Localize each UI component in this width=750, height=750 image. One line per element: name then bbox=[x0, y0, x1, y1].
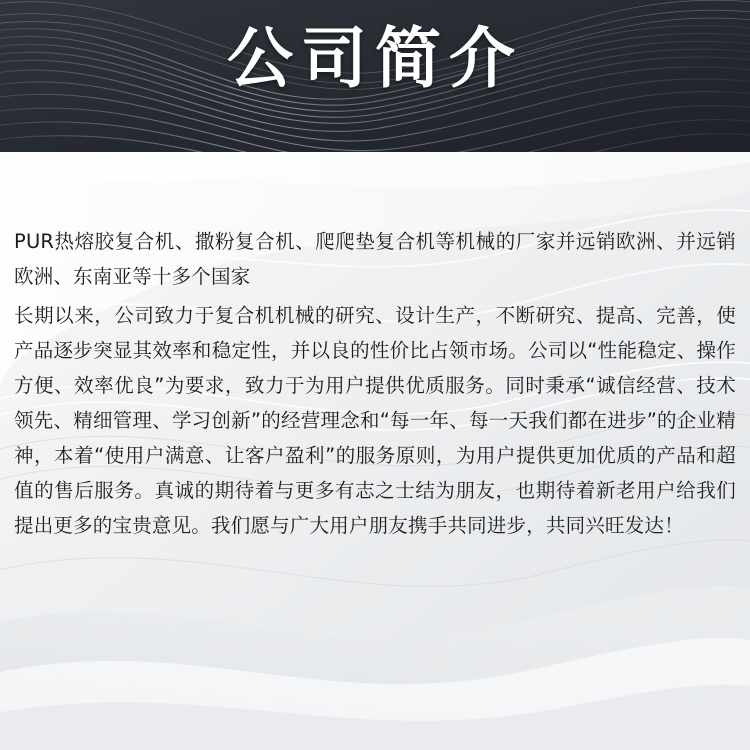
content-area bbox=[0, 152, 750, 750]
profile-text-block bbox=[14, 224, 736, 543]
page-title: 公司简介 bbox=[227, 20, 523, 97]
profile-paragraph: PUR热熔胶复合机、撒粉复合机、爬爬垫复合机等机械的厂家并远销欧洲、并远销欧洲、东南亚等十多个国家 bbox=[14, 230, 736, 288]
profile-paragraph: 长期以来，公司致力于复合机机械的研究、设计生产，不断研究、提高、完善，使产品逐步突显其效率和稳定性，并以良的性价比占领市场。公司以“性能稳定、操作方便、效率优良”为要求，致力于为用户提供优质服务。同时秉承“诚信经营、技术领先、精细管理、学习创新”的经营理念和“每一年、每一天我们都在进步”的企业精神，本着“使用户满意、让客户盈利”的服务原则，为用户提供更加优质的产品和超值的售后服务。真诚的期待着与更多有志之士结为朋友，也期待着新老用户给我们提出更多的宝贵意见。我们愿与广大用户朋友携手共同进步，共同兴旺发达！ bbox=[14, 304, 736, 537]
page-banner bbox=[0, 0, 750, 152]
